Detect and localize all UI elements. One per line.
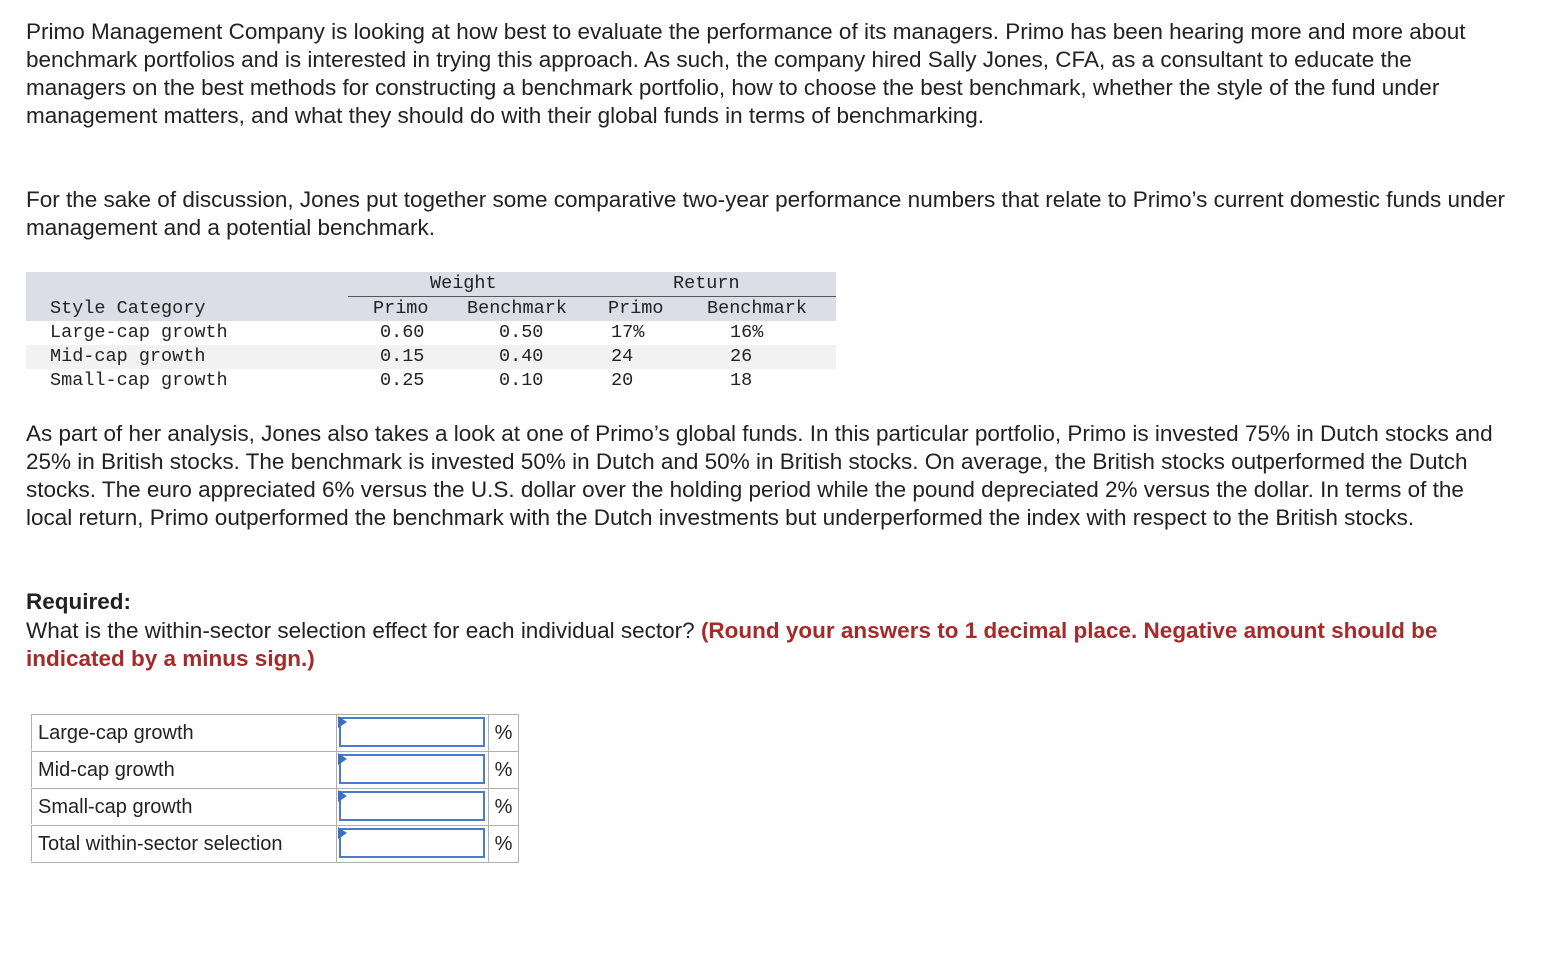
global-fund-paragraph: As part of her analysis, Jones also takes a look at one of Primo’s global funds. In this particular portfolio, Primo is invested 75% in Dutch stocks and 25% in British stocks. The benchmark is invested 50% in Dutch and 50% in British stocks. On average, the British stocks outperformed the Dutch stocks. The euro appreciated 6% versus the U.S. dollar over the holding period while the pound depreciated 2% versus the dollar. In terms of the local return, Primo outperformed the benchmark with the Dutch investments but underperformed the index with respect to the British stocks. <box>26 421 1493 530</box>
row-weight-benchmark: 0.10 <box>499 370 544 391</box>
answer-row-mid-cap <box>31 751 519 788</box>
row-return-benchmark: 16% <box>730 322 764 343</box>
small-cap-answer-input[interactable] <box>339 791 485 821</box>
row-style: Large-cap growth <box>50 322 228 343</box>
answer-label: Mid-cap growth <box>31 751 336 787</box>
percent-unit: % <box>488 788 519 825</box>
total-selection-answer-input[interactable] <box>339 828 485 858</box>
row-return-benchmark: 26 <box>730 346 753 367</box>
row-weight-benchmark: 0.40 <box>499 346 544 367</box>
required-heading: Required: <box>26 589 132 614</box>
col-header-return-primo: Primo <box>608 298 664 319</box>
col-header-weight-benchmark: Benchmark <box>467 298 567 319</box>
col-header-return-benchmark: Benchmark <box>707 298 807 319</box>
row-return-benchmark: 18 <box>730 370 753 391</box>
answer-label: Small-cap growth <box>31 788 336 824</box>
row-weight-benchmark: 0.50 <box>499 322 544 343</box>
performance-table <box>26 272 836 392</box>
answer-input-cell <box>336 788 488 825</box>
answer-input-cell <box>336 825 488 862</box>
input-flag-icon <box>338 827 347 839</box>
large-cap-answer-input[interactable] <box>339 717 485 747</box>
question-text: What is the within-sector selection effect for each individual sector? <box>26 618 695 643</box>
input-flag-icon <box>338 790 347 802</box>
discussion-paragraph: For the sake of discussion, Jones put together some comparative two-year performance numbers that relate to Primo’s current domestic funds under management and a potential benchmark. <box>26 187 1506 240</box>
answer-row-large-cap <box>31 714 519 751</box>
required-question <box>26 617 1516 673</box>
rounding-instruction: (Round your answers to 1 decimal place. Negative amount should be indicated by a minus sign.) <box>26 618 1438 671</box>
mid-cap-answer-input[interactable] <box>339 754 485 784</box>
row-style: Small-cap growth <box>50 370 228 391</box>
percent-unit: % <box>488 825 519 862</box>
weight-group-header: Weight <box>430 273 497 294</box>
intro-paragraph: Primo Management Company is looking at how best to evaluate the performance of its managers. Primo has been hearing more and more about benchmark portfolios and is interested in trying this approach. As such, the company hired Sally Jones, CFA, as a consultant to educate the managers on the best methods for constructing a benchmark portfolio, how to choose the best benchmark, whether the style of the fund under management matters, and what they should do with their global funds in terms of benchmarking. <box>26 19 1466 128</box>
return-group-header: Return <box>673 273 740 294</box>
answer-input-cell <box>336 714 488 751</box>
percent-unit: % <box>488 751 519 788</box>
row-weight-primo: 0.25 <box>380 370 425 391</box>
row-return-primo: 20 <box>611 370 634 391</box>
row-style: Mid-cap growth <box>50 346 206 367</box>
answer-row-total <box>31 825 519 862</box>
input-flag-icon <box>338 716 347 728</box>
col-header-weight-primo: Primo <box>373 298 429 319</box>
row-weight-primo: 0.15 <box>380 346 425 367</box>
answer-label: Total within-sector selection <box>31 825 336 861</box>
input-flag-icon <box>338 753 347 765</box>
answer-input-cell <box>336 751 488 788</box>
row-weight-primo: 0.60 <box>380 322 425 343</box>
percent-unit: % <box>488 714 519 751</box>
answer-table-bottom-border <box>31 862 519 863</box>
col-header-style: Style Category <box>50 298 206 319</box>
row-return-primo: 17% <box>611 322 645 343</box>
answer-row-small-cap <box>31 788 519 825</box>
row-return-primo: 24 <box>611 346 634 367</box>
answer-label: Large-cap growth <box>31 714 336 750</box>
